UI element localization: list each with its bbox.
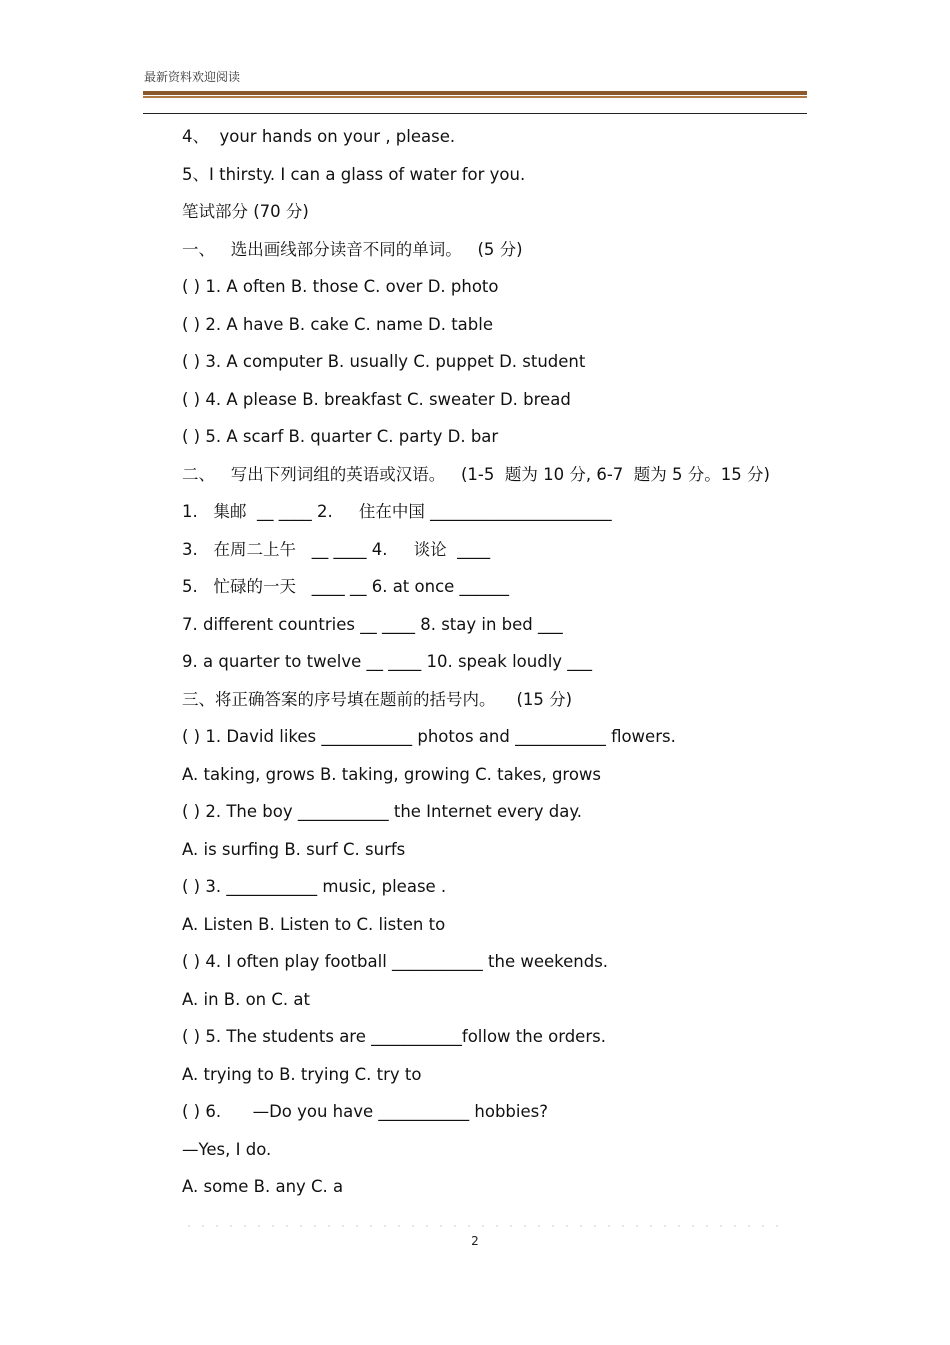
question-item: 5. 忙碌的一天 ____ __ 6. at once ______ (182, 577, 510, 596)
page-header-text: 最新资料欢迎阅读 (144, 70, 241, 84)
answer-options: A. Listen B. Listen to C. listen to (182, 914, 446, 934)
question-item: ( ) 3. ___________ music, please . (182, 877, 447, 896)
answer-options: A. taking, grows B. taking, growing C. takes, grows (182, 764, 602, 784)
question-item: ( ) 1. David likes ___________ photos and ___________ flowers. (182, 727, 676, 746)
question-item: ( ) 5. The students are ___________follow the orders. (182, 1027, 606, 1046)
text-line: 4、 your hands on your , please. (182, 127, 456, 146)
header-rule-thin (143, 113, 807, 114)
question-item: ( ) 4. A please B. breakfast C. sweater D. bread (182, 389, 571, 409)
question-item: ( ) 6. —Do you have ___________ hobbies? (182, 1102, 548, 1121)
question-item: 9. a quarter to twelve __ ____ 10. speak loudly ___ (182, 652, 593, 671)
question-item: 3. 在周二上午 __ ____ 4. 谈论 ____ (182, 539, 491, 559)
document-body (182, 124, 812, 1212)
dialogue-reply: —Yes, I do. (182, 1139, 272, 1159)
question-item: ( ) 2. A have B. cake C. name D. table (182, 314, 494, 334)
header-rule-accent (143, 96, 807, 98)
question-item: ( ) 4. I often play football ___________ the weekends. (182, 952, 609, 971)
page-number: 2 (471, 1234, 479, 1248)
answer-options: A. some B. any C. a (182, 1177, 344, 1196)
question-item: ( ) 3. A computer B. usually C. puppet D. student (182, 352, 586, 371)
question-item: 7. different countries __ ____ 8. stay in bed ___ (182, 614, 563, 634)
answer-options: A. is surfing B. surf C. surfs (182, 839, 406, 859)
section-heading: 三、将正确答案的序号填在题前的括号内。 (15 分) (182, 689, 573, 709)
header-rule-thick (143, 91, 807, 95)
faint-dotted-divider (182, 1225, 782, 1227)
answer-options: A. trying to B. trying C. try to (182, 1064, 422, 1084)
question-item: ( ) 5. A scarf B. quarter C. party D. bar (182, 427, 499, 446)
section-heading: 二、 写出下列词组的英语或汉语。 (1-5 题为 10 分, 6-7 题为 5 分。15 分) (182, 464, 770, 484)
question-item: ( ) 2. The boy ___________ the Internet every day. (182, 802, 583, 821)
answer-options: A. in B. on C. at (182, 989, 310, 1009)
text-line: 5、I thirsty. I can a glass of water for you. (182, 164, 526, 184)
question-item: 1. 集邮 __ ____ 2. 住在中国 ______________________ (182, 502, 612, 521)
section-heading: 一、 选出画线部分读音不同的单词。 (5 分) (182, 239, 523, 259)
question-item: ( ) 1. A often B. those C. over D. photo (182, 277, 499, 296)
section-heading: 笔试部分 (70 分) (182, 202, 309, 221)
